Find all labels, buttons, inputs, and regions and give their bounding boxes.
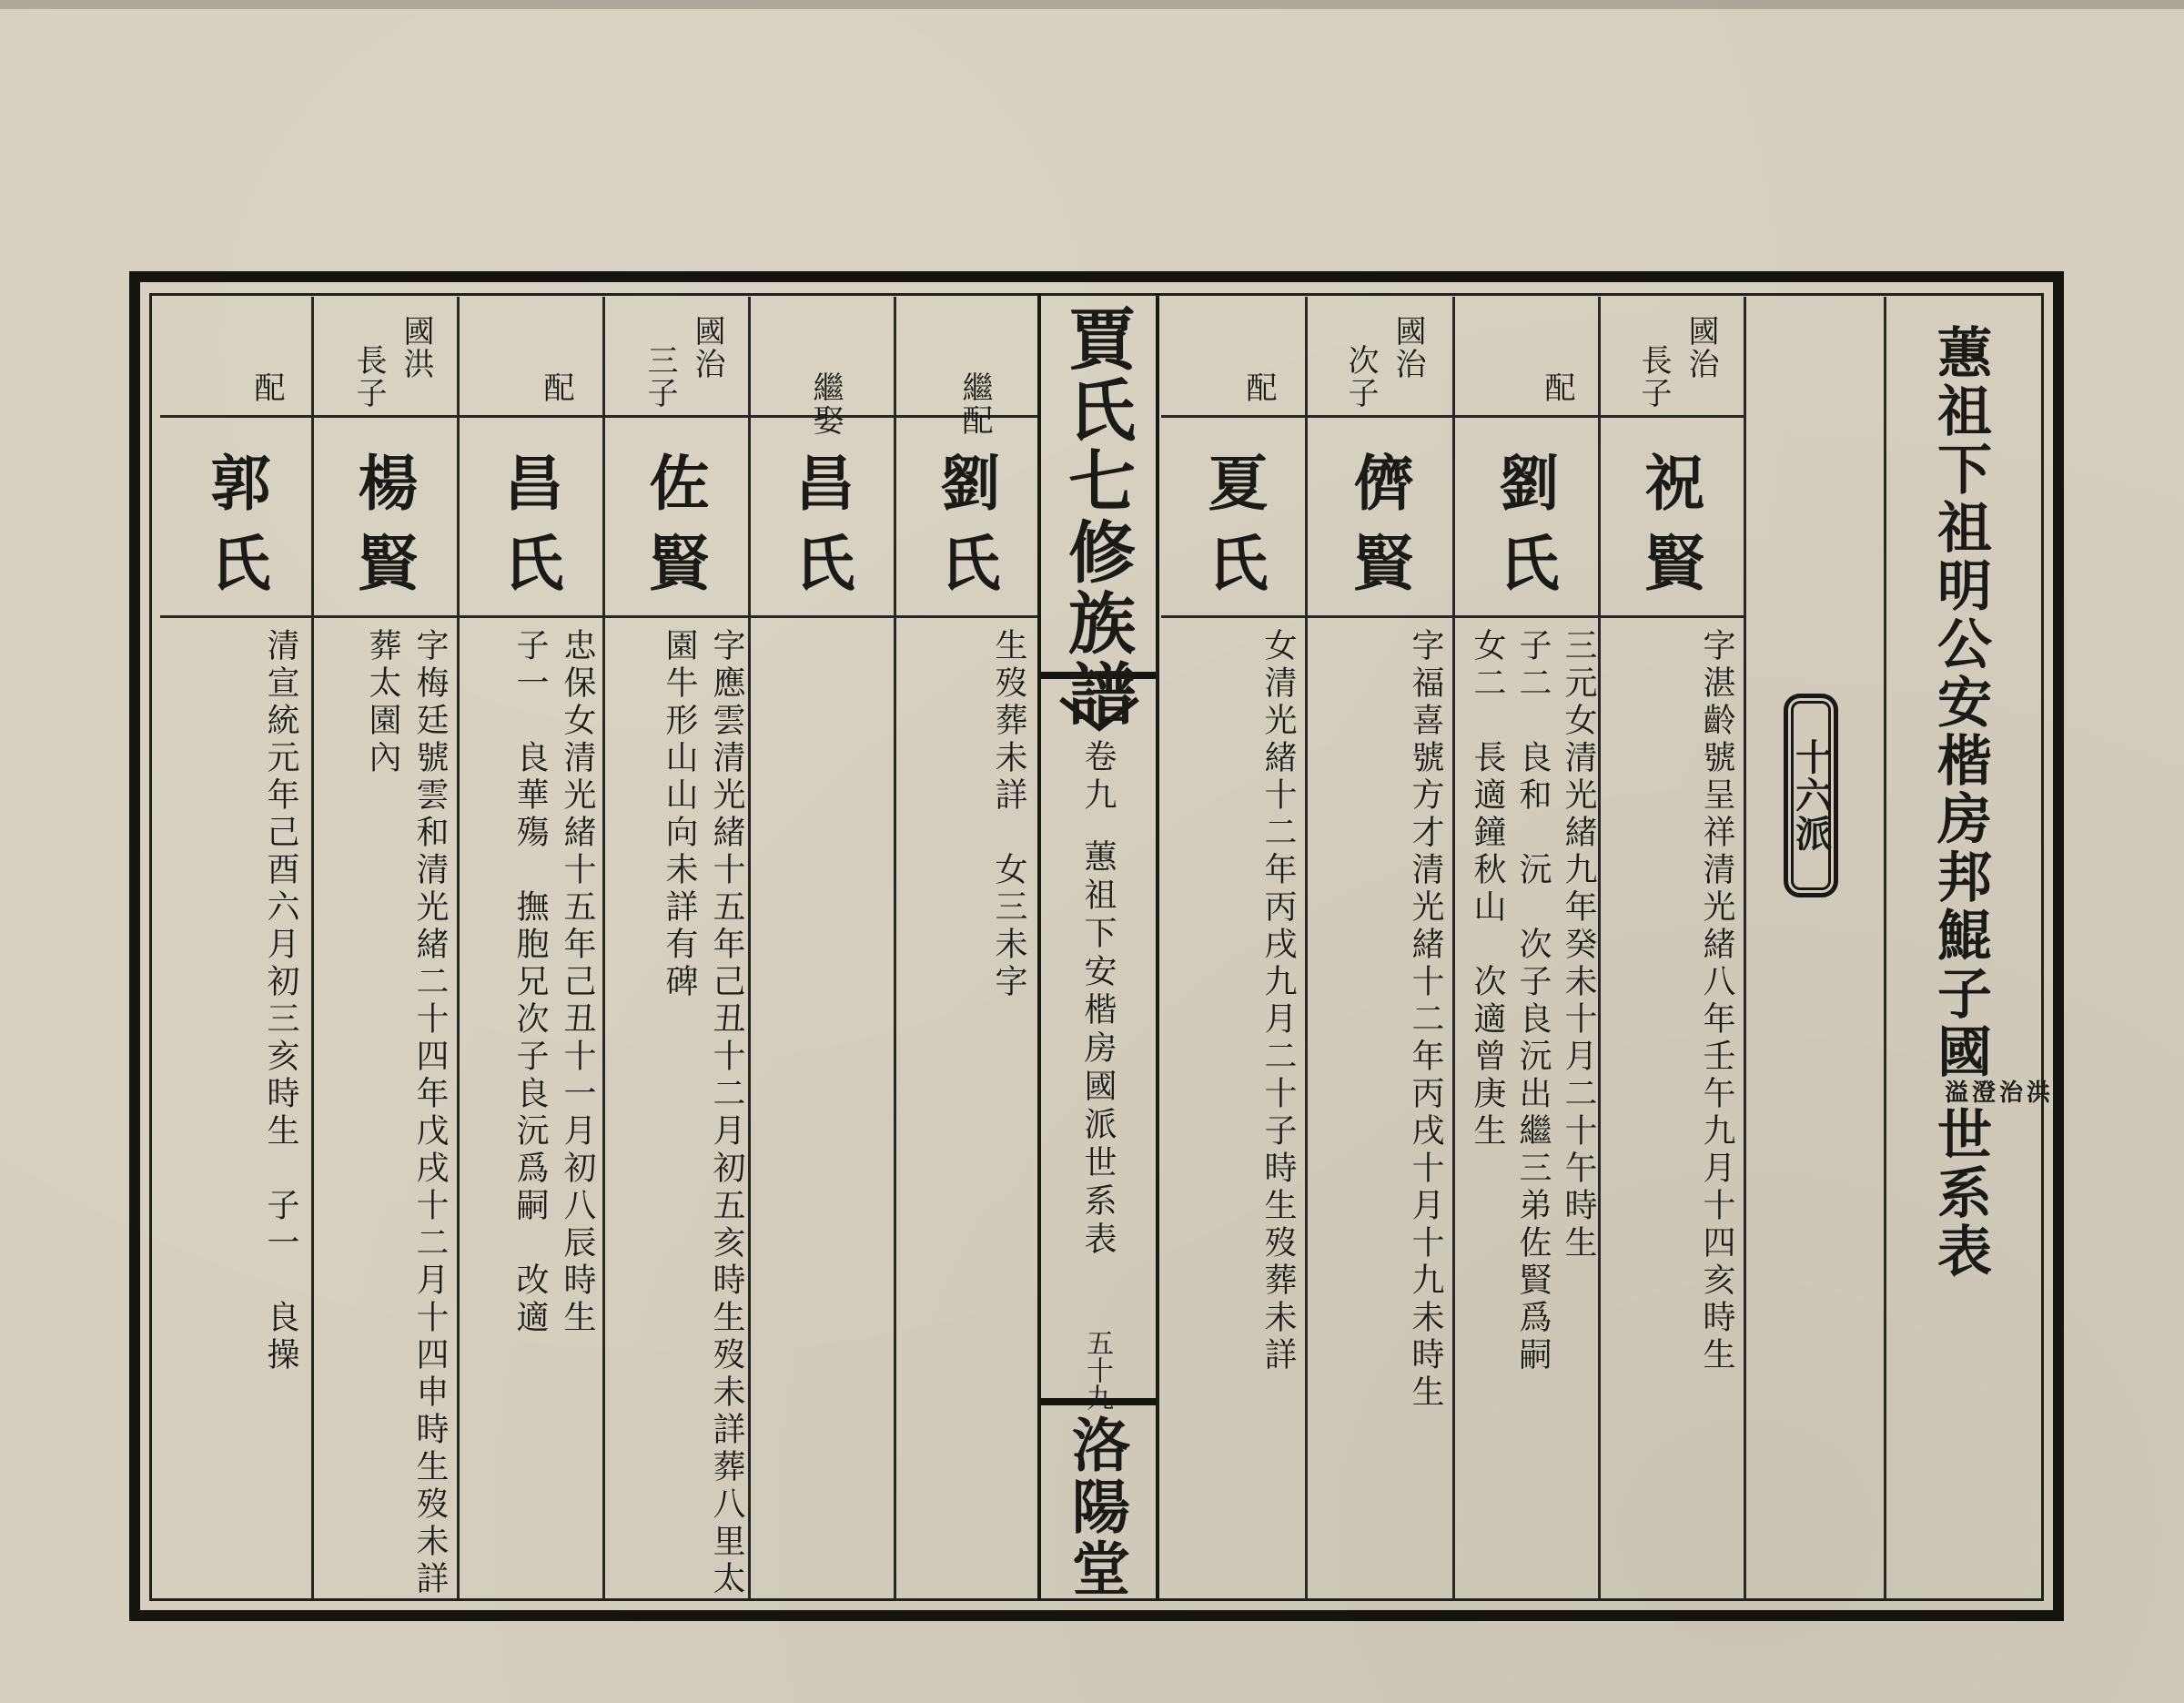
title-divider (1884, 297, 1886, 1598)
entry-bio: 女清光緒十二年丙戌九月二十子時生歿葬未詳 (1259, 628, 1297, 1374)
col-divider (457, 297, 460, 1598)
generation-badge-text: 十六派 (1789, 738, 1833, 853)
scan-edge (0, 0, 2184, 9)
entry-name: 夏氏 (1198, 451, 1269, 612)
entry-label-spouse: 配 (248, 371, 285, 404)
entry-name: 劉氏 (1489, 451, 1560, 612)
entry-bio: 忠保女清光緒十五年己丑十一月初八辰時生 (559, 628, 596, 1337)
chevron-down-icon (1056, 694, 1143, 734)
title-prefix: 蕙祖下祖明公安楷房邦鯤子國 (1928, 324, 1992, 1081)
page-title (1928, 324, 2055, 1282)
entry-bio: 字梅廷號雲和清光緒二十四年戊戌十二月十四申時生歿未詳 (411, 628, 449, 1598)
col-divider (1598, 297, 1601, 1598)
title-suffix: 世系表 (1928, 1106, 1992, 1282)
entry-name: 儕賢 (1343, 451, 1414, 612)
entry-label-father: 國治 (1683, 315, 1719, 380)
col-divider (1305, 297, 1308, 1598)
entry-label-father: 國洪 (398, 315, 434, 380)
entry-name: 昌氏 (784, 451, 855, 612)
title-dual-characters (1945, 1080, 2055, 1107)
entry-bio: 葬太園內 (364, 628, 401, 777)
entry-name: 祝賢 (1634, 451, 1705, 612)
entry-label-spouse: 配 (1539, 371, 1575, 404)
col-divider (894, 297, 896, 1598)
entry-bio: 清宣統元年己酉六月初三亥時生 子一 良操 (262, 628, 299, 1374)
generation-badge (1784, 694, 1838, 897)
entry-name: 昌氏 (493, 451, 564, 612)
entry-label-rank: 三子 (642, 344, 678, 410)
entry-bio: 字應雲清光緒十五年己丑十二月初五亥時生歿未詳葬八里太 (708, 628, 745, 1598)
section-label: 蕙祖下安楷房國派世系表 (1079, 839, 1117, 1260)
entry-name: 郭氏 (200, 451, 271, 612)
page-number: 五十九 (1081, 1329, 1113, 1411)
hall-name: 洛陽堂 (1062, 1414, 1130, 1600)
entry-label-father: 國治 (689, 315, 725, 380)
entry-bio: 字湛齡號呈祥清光緒八年壬午九月十四亥時生 (1698, 628, 1735, 1374)
entry-bio: 子一 良華殤 撫胞兄次子良沅爲嗣 改適 (511, 628, 549, 1337)
entry-bio: 子二 良和 沅 次子良沅出繼三弟佐賢爲嗣 (1514, 628, 1552, 1374)
entry-label-spouse: 繼配 (956, 371, 993, 437)
col-divider (1744, 297, 1746, 1598)
entry-bio: 園牛形山山向未詳有碑 (661, 628, 698, 1001)
entry-bio: 女二 長適鐘秋山 次適曾庚生 (1469, 628, 1506, 1151)
title-dual-1: 治洪 (1999, 1080, 2055, 1107)
entry-label-spouse: 繼娶 (807, 371, 844, 437)
col-divider (311, 297, 314, 1598)
title-dual-2: 溢澄 (1945, 1080, 2000, 1107)
col-divider (748, 297, 751, 1598)
entry-label-rank: 次子 (1342, 344, 1379, 410)
spine-edge-right (1156, 293, 1159, 1601)
entry-name: 佐賢 (639, 451, 710, 612)
col-divider (1452, 297, 1455, 1598)
name-rule-left (160, 615, 1039, 618)
col-divider (602, 297, 605, 1598)
entry-label-rank: 長子 (1635, 344, 1672, 410)
entry-bio: 字福喜號方才清光緒十二年丙戌十月十九未時生 (1407, 628, 1444, 1412)
entry-bio: 生歿葬未詳 女三未字 (990, 628, 1027, 1001)
entry-name: 劉氏 (930, 451, 1001, 612)
header-rule-left (160, 415, 1039, 418)
volume-label: 卷九 (1079, 739, 1117, 816)
entry-label-spouse: 配 (1240, 371, 1277, 404)
entry-label-father: 國治 (1390, 315, 1426, 380)
entry-label-spouse: 配 (538, 371, 574, 404)
book-title: 賈氏七修族譜 (1057, 304, 1136, 730)
entry-label-rank: 長子 (350, 344, 387, 410)
entry-bio: 三元女清光緒九年癸未十月二十午時生 (1560, 628, 1597, 1262)
entry-name: 楊賢 (348, 451, 419, 612)
